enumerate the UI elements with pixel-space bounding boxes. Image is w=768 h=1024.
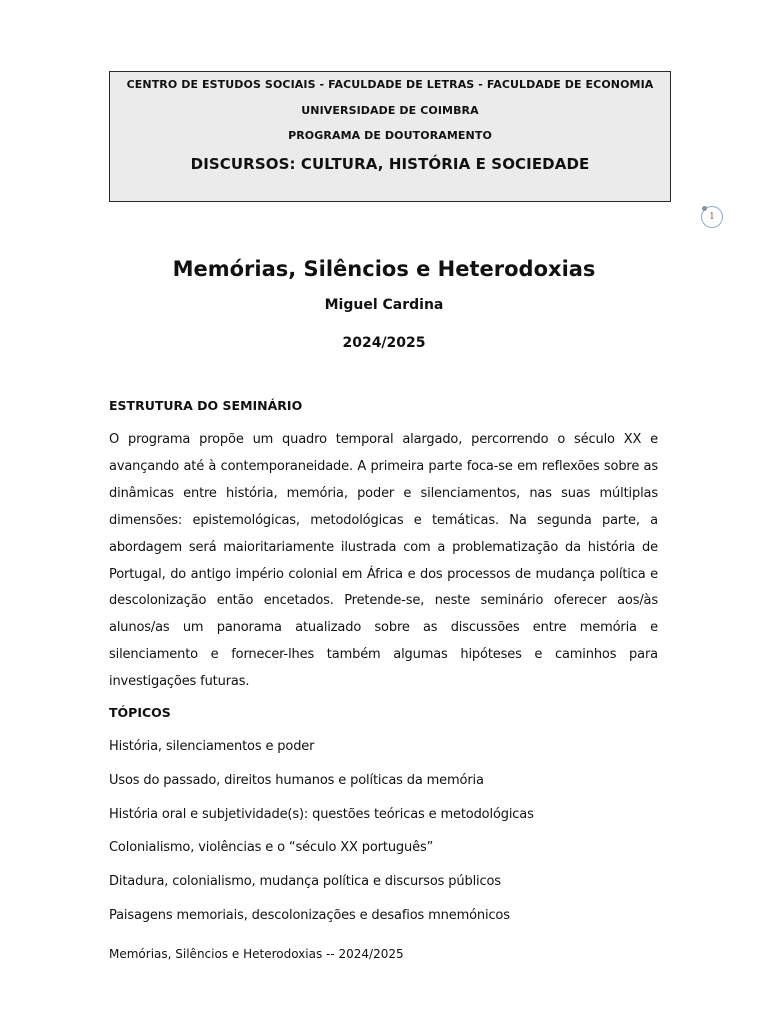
header-program: PROGRAMA DE DOUTORAMENTO xyxy=(288,129,492,142)
topic-item: Colonialismo, violências e o “século XX português” xyxy=(109,840,434,856)
section-heading-topicos: TÓPICOS xyxy=(109,705,171,720)
institution-header-box xyxy=(109,71,671,202)
header-university: UNIVERSIDADE DE COIMBRA xyxy=(301,104,479,117)
section-heading-estrutura: ESTRUTURA DO SEMINÁRIO xyxy=(109,398,303,413)
page-footer: Memórias, Silêncios e Heterodoxias -- 2024/2025 xyxy=(109,947,404,961)
topic-item: Ditadura, colonialismo, mudança política e discursos públicos xyxy=(109,874,501,890)
topic-item: História oral e subjetividade(s): questões teóricas e metodológicas xyxy=(109,806,534,822)
page-badge-dot-icon xyxy=(702,206,707,211)
topic-item: Paisagens memoriais, descolonizações e desafios mnemónicos xyxy=(109,907,510,923)
header-program-name: DISCURSOS: CULTURA, HISTÓRIA E SOCIEDADE xyxy=(190,155,590,173)
header-institutions: CENTRO DE ESTUDOS SOCIAIS - FACULDADE DE LETRAS - FACULDADE DE ECONOMIA xyxy=(126,78,654,91)
document-author: Miguel Cardina xyxy=(324,297,444,313)
page-number-badge: 1 xyxy=(701,206,723,228)
document-title: Memórias, Silêncios e Heterodoxias xyxy=(172,257,596,281)
topic-item: História, silenciamentos e poder xyxy=(109,739,315,754)
document-year: 2024/2025 xyxy=(342,335,426,351)
estrutura-paragraph: O programa propõe um quadro temporal alargado, percorrendo o século XX e avançando até à contemporaneidade. A primeira parte foca-se em reflexões sobre as dinâmicas entre história, memória, poder e silenciamentos, nas suas múltiplas dimensões: epistemológicas, metodológicas e temáticas. Na segunda parte, a abordagem será maioritariamente ilustrada com a problematização da história de Portugal, do antigo império colonial em África e dos processos de mudança política e descolonização então encetados. Pretende-se, neste seminário oferecer aos/às alunos/as um panorama atualizado sobre as discussões entre memória e silenciamento e fornecer-lhes também algumas hipóteses e caminhos para investigações futuras. xyxy=(109,432,658,690)
topics-list xyxy=(109,737,534,940)
topic-item: Usos do passado, direitos humanos e políticas da memória xyxy=(109,772,484,788)
